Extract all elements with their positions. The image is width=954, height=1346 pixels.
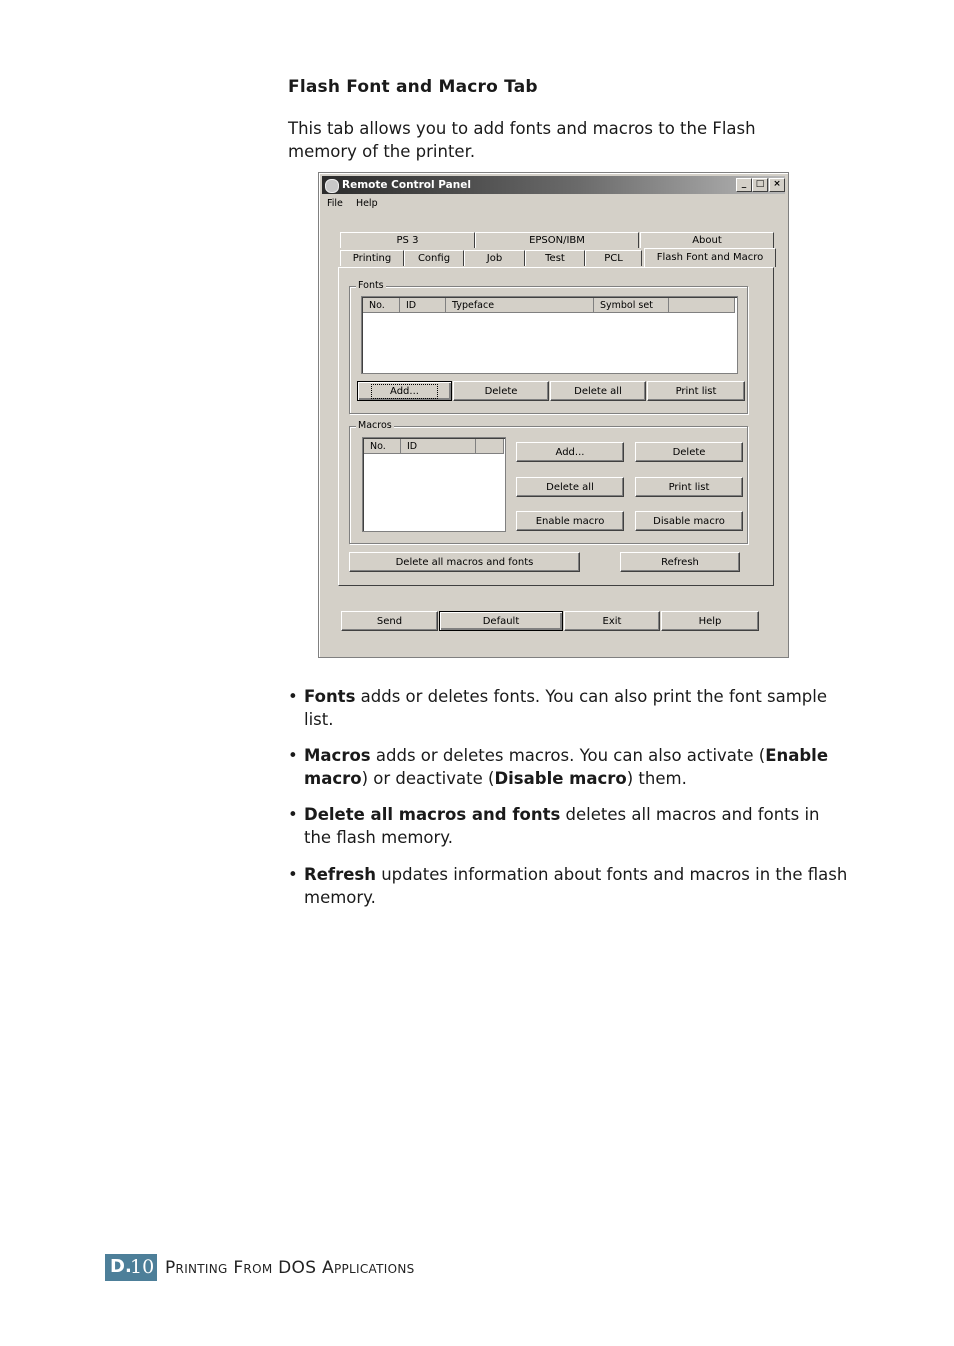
tab-flash-font-and-macro[interactable]: Flash Font and Macro bbox=[644, 248, 776, 267]
bullet-macros: • Macros adds or deletes macros. You can also activate (Enable macro) or deactivate (Disable macro) them. bbox=[288, 746, 829, 788]
flash-font-macro-panel bbox=[338, 267, 774, 586]
menu-help[interactable]: Help bbox=[355, 198, 378, 209]
macros-add-button[interactable]: Add... bbox=[516, 442, 624, 462]
macros-print-list-button[interactable]: Print list bbox=[635, 477, 743, 497]
macros-col-id[interactable]: ID bbox=[401, 439, 476, 454]
fonts-col-id[interactable]: ID bbox=[400, 298, 446, 313]
fonts-group-label: Fonts bbox=[358, 280, 384, 291]
macros-group bbox=[349, 420, 748, 544]
refresh-button[interactable]: Refresh bbox=[620, 552, 740, 572]
intro-paragraph: This tab allows you to add fonts and macros to the Flash memory of the printer. bbox=[288, 119, 756, 161]
tab-about[interactable]: About bbox=[640, 232, 774, 248]
window-title: Remote Control Panel bbox=[342, 179, 471, 191]
macros-group-label: Macros bbox=[358, 420, 392, 431]
macros-list[interactable] bbox=[362, 437, 506, 532]
tab-test[interactable]: Test bbox=[525, 250, 585, 266]
fonts-col-blank bbox=[669, 298, 735, 313]
bullet-delete-all: • Delete all macros and fonts deletes all macros and fonts in the flash memory. bbox=[288, 805, 820, 847]
remote-control-panel-window bbox=[318, 172, 789, 658]
macros-col-no[interactable]: No. bbox=[364, 439, 401, 454]
title-bar bbox=[322, 176, 785, 194]
fonts-list[interactable] bbox=[361, 296, 738, 374]
menu-file[interactable]: File bbox=[327, 198, 343, 209]
enable-macro-button[interactable]: Enable macro bbox=[516, 511, 624, 531]
exit-button[interactable]: Exit bbox=[564, 611, 660, 631]
macros-col-blank bbox=[476, 439, 504, 454]
fonts-print-list-button[interactable]: Print list bbox=[647, 381, 745, 401]
tab-pcl[interactable]: PCL bbox=[585, 250, 642, 266]
tab-ps3[interactable]: PS 3 bbox=[340, 232, 475, 248]
macros-delete-all-button[interactable]: Delete all bbox=[516, 477, 624, 497]
fonts-col-typeface[interactable]: Typeface bbox=[446, 298, 594, 313]
minimize-icon[interactable]: _ bbox=[736, 178, 752, 192]
appendix-letter: D. bbox=[110, 1256, 132, 1277]
section-heading: Flash Font and Macro Tab bbox=[288, 77, 538, 97]
send-button[interactable]: Send bbox=[341, 611, 438, 631]
tab-config[interactable]: Config bbox=[404, 250, 464, 266]
disable-macro-button[interactable]: Disable macro bbox=[635, 511, 743, 531]
page-number: 10 bbox=[130, 1256, 155, 1278]
chapter-title: Printing From DOS Applications bbox=[165, 1258, 415, 1278]
fonts-col-symbol-set[interactable]: Symbol set bbox=[594, 298, 669, 313]
tab-printing[interactable]: Printing bbox=[340, 250, 404, 266]
fonts-delete-button[interactable]: Delete bbox=[453, 381, 549, 401]
tab-job[interactable]: Job bbox=[464, 250, 525, 266]
macros-delete-button[interactable]: Delete bbox=[635, 442, 743, 462]
printer-app-icon bbox=[325, 179, 339, 193]
fonts-col-no[interactable]: No. bbox=[363, 298, 400, 313]
help-button[interactable]: Help bbox=[661, 611, 759, 631]
fonts-add-button[interactable]: Add... bbox=[357, 381, 452, 401]
fonts-delete-all-button[interactable]: Delete all bbox=[550, 381, 646, 401]
tab-epson-ibm[interactable]: EPSON/IBM bbox=[475, 232, 639, 248]
default-button[interactable]: Default bbox=[439, 611, 563, 631]
close-icon[interactable]: × bbox=[769, 178, 785, 192]
menu-bar bbox=[327, 198, 388, 209]
page-number-badge bbox=[105, 1254, 157, 1281]
maximize-icon[interactable]: □ bbox=[752, 178, 768, 192]
delete-all-macros-fonts-button[interactable]: Delete all macros and fonts bbox=[349, 552, 580, 572]
fonts-group bbox=[349, 280, 748, 414]
bullet-refresh: • Refresh updates information about fonts and macros in the flash memory. bbox=[288, 865, 848, 907]
bullet-fonts: • Fonts adds or deletes fonts. You can also print the font sample list. bbox=[288, 687, 828, 729]
